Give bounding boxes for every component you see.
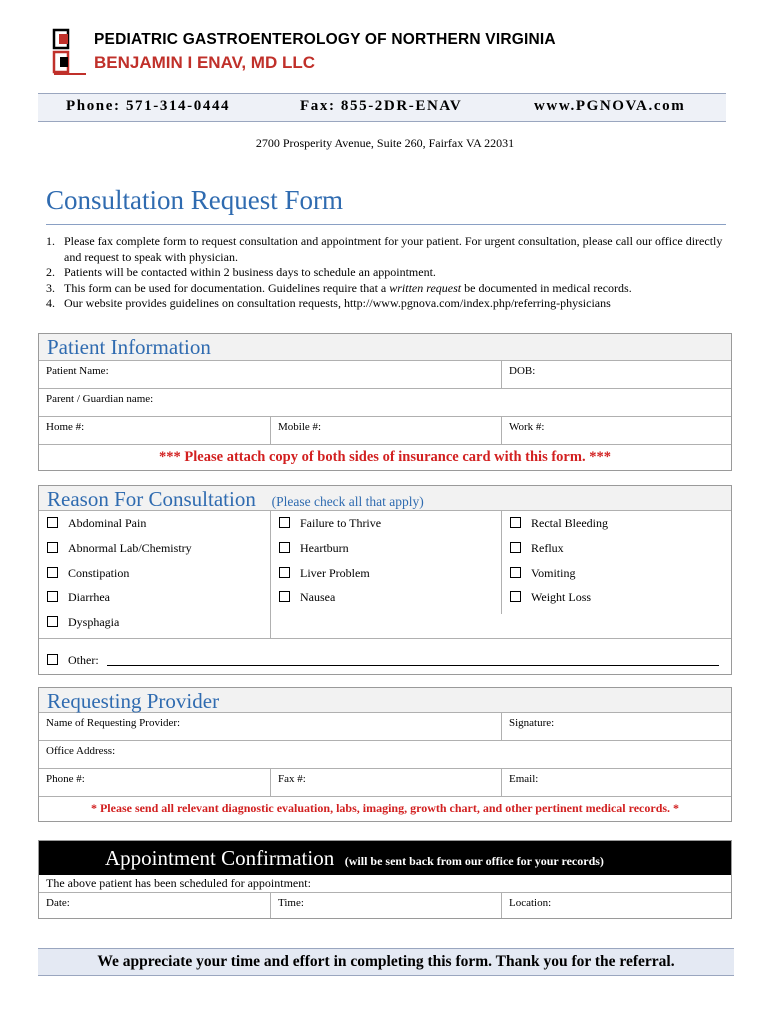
office-address: 2700 Prosperity Avenue, Suite 260, Fairfax VA 22031	[255, 136, 515, 150]
work-phone-field[interactable]: Work #:	[501, 417, 731, 444]
provider-name-field[interactable]: Name of Requesting Provider:	[46, 717, 181, 729]
scheduled-text: The above patient has been scheduled for appointment:	[46, 876, 311, 890]
dob-field[interactable]: DOB:	[501, 361, 731, 388]
checkbox-diarrhea[interactable]: Diarrhea	[47, 590, 110, 605]
website-link[interactable]: www.PGNOVA.com	[534, 98, 686, 114]
section-title: Reason For Consultation (Please check all that apply)	[47, 487, 424, 511]
office-address-field[interactable]: Office Address:	[46, 745, 116, 757]
office-address-row	[39, 741, 731, 769]
scheduled-row	[39, 875, 731, 893]
contact-bar	[38, 93, 726, 122]
guardian-row	[39, 389, 731, 417]
checkbox-nausea[interactable]: Nausea	[279, 590, 335, 605]
phone-numbers-row	[39, 417, 731, 445]
patient-name-field[interactable]: Patient Name:	[46, 365, 109, 377]
checkbox-dysphagia[interactable]: Dysphagia	[47, 615, 119, 630]
checkbox-abdominal-pain[interactable]: Abdominal Pain	[47, 516, 146, 531]
checkbox-weight-loss[interactable]: Weight Loss	[510, 590, 591, 605]
records-notice: * Please send all relevant diagnostic evaluation, labs, imaging, growth chart, and other pertinent medical records. *	[90, 801, 680, 815]
logo-mark-icon	[52, 28, 88, 76]
instruction-item: 4. Our website provides guidelines on consultation requests, http://www.pgnova.com/index.php/referring-physicians	[46, 296, 611, 311]
appointment-details-row	[39, 893, 731, 918]
appointment-time-field[interactable]: Time:	[270, 893, 501, 918]
form-title: Consultation Request Form	[46, 185, 343, 215]
brand-name: PEDIATRIC GASTROENTEROLOGY OF NORTHERN VIRGINIA	[94, 31, 556, 48]
phone-number: Phone: 571-314-0444	[66, 98, 231, 114]
fax-number: Fax: 855-2DR-ENAV	[300, 98, 463, 114]
patient-information-section	[38, 333, 732, 471]
instructions-list	[46, 234, 736, 312]
patient-name-row	[39, 361, 731, 389]
section-title: Appointment Confirmation (will be sent back from our office for your records)	[105, 846, 604, 870]
provider-phone-field[interactable]: Phone #:	[46, 773, 85, 785]
title-divider	[46, 224, 726, 225]
instruction-item: 3. This form can be used for documentation. Guidelines require that a written request be documented in medical records.	[46, 280, 632, 295]
section-note: (will be sent back from our office for your records)	[344, 854, 604, 868]
appointment-confirmation-section	[38, 840, 732, 919]
checkbox-failure-to-thrive[interactable]: Failure to Thrive	[279, 516, 381, 531]
section-title: Requesting Provider	[47, 689, 220, 713]
checkbox-constipation[interactable]: Constipation	[47, 566, 129, 581]
checkbox-rectal-bleeding[interactable]: Rectal Bleeding	[510, 516, 608, 531]
reason-for-consultation-section	[38, 485, 732, 675]
other-input-line[interactable]	[107, 665, 719, 666]
provider-contact-row	[39, 769, 731, 797]
appointment-location-field[interactable]: Location:	[501, 893, 731, 918]
section-note: (Please check all that apply)	[271, 494, 424, 509]
checkbox-reflux[interactable]: Reflux	[510, 541, 564, 556]
home-phone-field[interactable]: Home #:	[46, 421, 85, 433]
instruction-item: 2. Patients will be contacted within 2 business days to schedule an appointment.	[46, 265, 436, 280]
mobile-phone-field[interactable]: Mobile #:	[270, 417, 501, 444]
checkbox-vomiting[interactable]: Vomiting	[510, 566, 575, 581]
provider-name-row	[39, 713, 731, 741]
appointment-date-field[interactable]: Date:	[46, 897, 70, 909]
requesting-provider-section	[38, 687, 732, 822]
brand-subtitle: BENJAMIN I ENAV, MD LLC	[94, 53, 316, 72]
instruction-item: 1. Please fax complete form to request consultation and appointment for your patient. For urgent consultation, please call our office directly and request to speak with physician.	[46, 234, 723, 264]
section-title: Patient Information	[47, 335, 211, 359]
signature-field[interactable]: Signature:	[501, 713, 731, 740]
guardian-name-field[interactable]: Parent / Guardian name:	[46, 393, 154, 405]
checkbox-other[interactable]: Other:	[47, 653, 99, 668]
provider-email-field[interactable]: Email:	[501, 769, 731, 796]
thank-you-footer: We appreciate your time and effort in completing this form. Thank you for the referral.	[38, 948, 734, 976]
provider-fax-field[interactable]: Fax #:	[270, 769, 501, 796]
checkbox-liver-problem[interactable]: Liver Problem	[279, 566, 370, 581]
insurance-card-notice: *** Please attach copy of both sides of insurance card with this form. ***	[159, 449, 611, 465]
checkbox-heartburn[interactable]: Heartburn	[279, 541, 349, 556]
checkbox-abnormal-lab[interactable]: Abnormal Lab/Chemistry	[47, 541, 192, 556]
